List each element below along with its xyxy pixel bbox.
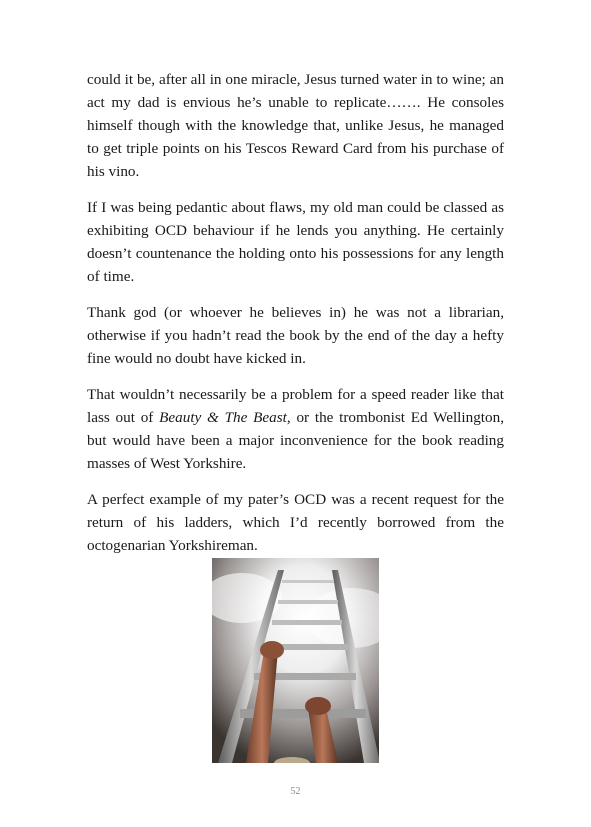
- body-text: [87, 68, 504, 570]
- paragraph-5: A perfect example of my pater’s OCD was a recent request for the return of his ladders, which I’d recently borrowed from the octogenarian Yorkshireman.: [87, 491, 504, 554]
- paragraph-4-italic: Beauty & The Beast,: [159, 409, 291, 426]
- paragraph-4-end: or the trombonist Ed Wellington, but would have been a major inconvenience for the book reading masses of West Yorkshire.: [87, 409, 504, 472]
- ladder-illustration: [212, 558, 379, 763]
- ladder-photo: [212, 558, 379, 763]
- paragraph-2: If I was being pedantic about flaws, my old man could be classed as exhibiting OCD behaviour if he lends you anything. He certainly doesn’t countenance the holding onto his possessions for any length of time.: [87, 199, 504, 285]
- paragraph-4-start: That wouldn’t necessarily be a problem for a speed reader like that lass out of: [87, 386, 504, 426]
- page-number: 52: [290, 786, 301, 797]
- paragraph-4: [87, 383, 504, 475]
- paragraph-1: could it be, after all in one miracle, Jesus turned water in to wine; an act my dad is envious he’s unable to replicate……. He consoles himself though with the knowledge that, unlike Jesus, he managed to get triple points on his Tescos Reward Card from his purchase of his vino.: [87, 71, 504, 180]
- paragraph-3: Thank god (or whoever he believes in) he was not a librarian, otherwise if you hadn’t read the book by the end of the day a hefty fine would no doubt have kicked in.: [87, 304, 504, 367]
